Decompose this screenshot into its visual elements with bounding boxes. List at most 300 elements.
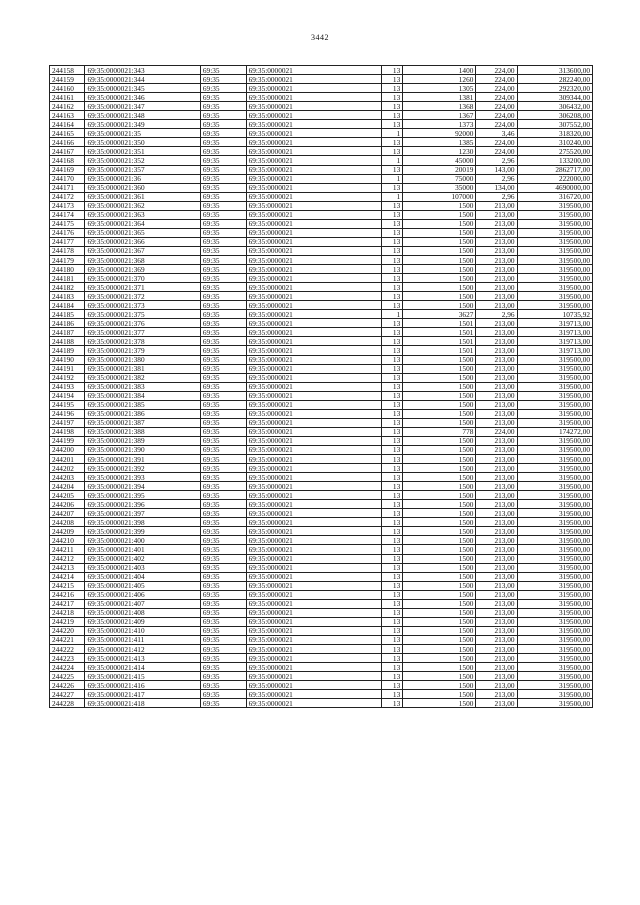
- district-code-cell: 69:35: [200, 391, 246, 400]
- cadastral-number-cell: 69:35:0000021:402: [85, 554, 200, 563]
- district-code-cell: 69:35: [200, 645, 246, 654]
- category-code-cell: 13: [381, 373, 403, 382]
- block-number-cell: 69:35:0000021: [246, 672, 381, 681]
- cadastral-number-cell: 69:35:0000021:415: [85, 672, 200, 681]
- table-row: [50, 219, 593, 228]
- table-row: [50, 590, 593, 599]
- rate-cell: 213,00: [476, 373, 517, 382]
- table-row: [50, 382, 593, 391]
- cadastral-number-cell: 69:35:0000021:371: [85, 283, 200, 292]
- category-code-cell: 13: [381, 427, 403, 436]
- category-code-cell: 13: [381, 482, 403, 491]
- district-code-cell: 69:35: [200, 681, 246, 690]
- district-code-cell: 69:35: [200, 545, 246, 554]
- table-row: [50, 102, 593, 111]
- district-code-cell: 69:35: [200, 120, 246, 129]
- area-cell: 1500: [403, 237, 476, 246]
- table-row: [50, 654, 593, 663]
- block-number-cell: 69:35:0000021: [246, 500, 381, 509]
- row-id-cell: 244213: [50, 563, 85, 572]
- area-cell: 1500: [403, 581, 476, 590]
- total-value-cell: 319500,00: [517, 445, 592, 454]
- rate-cell: 213,00: [476, 355, 517, 364]
- rate-cell: 224,00: [476, 111, 517, 120]
- area-cell: 20019: [403, 165, 476, 174]
- category-code-cell: 13: [381, 581, 403, 590]
- row-id-cell: 244183: [50, 292, 85, 301]
- row-id-cell: 244185: [50, 310, 85, 319]
- district-code-cell: 69:35: [200, 473, 246, 482]
- block-number-cell: 69:35:0000021: [246, 93, 381, 102]
- total-value-cell: 319713,00: [517, 319, 592, 328]
- block-number-cell: 69:35:0000021: [246, 654, 381, 663]
- area-cell: 1500: [403, 355, 476, 364]
- table-row: [50, 201, 593, 210]
- cadastral-number-cell: 69:35:0000021:380: [85, 355, 200, 364]
- row-id-cell: 244166: [50, 138, 85, 147]
- rate-cell: 224,00: [476, 120, 517, 129]
- district-code-cell: 69:35: [200, 563, 246, 572]
- cadastral-number-cell: 69:35:0000021:400: [85, 536, 200, 545]
- block-number-cell: 69:35:0000021: [246, 274, 381, 283]
- block-number-cell: 69:35:0000021: [246, 373, 381, 382]
- row-id-cell: 244161: [50, 93, 85, 102]
- row-id-cell: 244202: [50, 464, 85, 473]
- row-id-cell: 244173: [50, 201, 85, 210]
- area-cell: 1500: [403, 364, 476, 373]
- district-code-cell: 69:35: [200, 328, 246, 337]
- row-id-cell: 244172: [50, 192, 85, 201]
- rate-cell: 213,00: [476, 364, 517, 373]
- block-number-cell: 69:35:0000021: [246, 355, 381, 364]
- rate-cell: 224,00: [476, 138, 517, 147]
- total-value-cell: 319500,00: [517, 382, 592, 391]
- block-number-cell: 69:35:0000021: [246, 690, 381, 699]
- cadastral-number-cell: 69:35:0000021:385: [85, 400, 200, 409]
- district-code-cell: 69:35: [200, 590, 246, 599]
- category-code-cell: 13: [381, 274, 403, 283]
- table-row: [50, 228, 593, 237]
- district-code-cell: 69:35: [200, 608, 246, 617]
- district-code-cell: 69:35: [200, 183, 246, 192]
- total-value-cell: 319500,00: [517, 355, 592, 364]
- total-value-cell: 275520,00: [517, 147, 592, 156]
- table-row: [50, 482, 593, 491]
- table-row: [50, 310, 593, 319]
- total-value-cell: 319500,00: [517, 301, 592, 310]
- district-code-cell: 69:35: [200, 246, 246, 255]
- cadastral-number-cell: 69:35:0000021:352: [85, 156, 200, 165]
- block-number-cell: 69:35:0000021: [246, 120, 381, 129]
- area-cell: 1500: [403, 455, 476, 464]
- row-id-cell: 244227: [50, 690, 85, 699]
- area-cell: 1500: [403, 527, 476, 536]
- rate-cell: 213,00: [476, 645, 517, 654]
- cadastral-number-cell: 69:35:0000021:362: [85, 201, 200, 210]
- rate-cell: 213,00: [476, 400, 517, 409]
- row-id-cell: 244222: [50, 645, 85, 654]
- total-value-cell: 319500,00: [517, 536, 592, 545]
- category-code-cell: 13: [381, 265, 403, 274]
- cadastral-number-cell: 69:35:0000021:351: [85, 147, 200, 156]
- category-code-cell: 13: [381, 66, 403, 75]
- area-cell: 1501: [403, 346, 476, 355]
- category-code-cell: 13: [381, 681, 403, 690]
- cadastral-number-cell: 69:35:0000021:367: [85, 246, 200, 255]
- table-row: [50, 473, 593, 482]
- category-code-cell: 13: [381, 283, 403, 292]
- area-cell: 1501: [403, 328, 476, 337]
- category-code-cell: 13: [381, 563, 403, 572]
- rate-cell: 213,00: [476, 509, 517, 518]
- rate-cell: 213,00: [476, 455, 517, 464]
- cadastral-number-cell: 69:35:0000021:361: [85, 192, 200, 201]
- category-code-cell: 13: [381, 147, 403, 156]
- table-row: [50, 328, 593, 337]
- area-cell: 1500: [403, 626, 476, 635]
- row-id-cell: 244177: [50, 237, 85, 246]
- cadastral-number-cell: 69:35:0000021:388: [85, 427, 200, 436]
- cadastral-number-cell: 69:35:0000021:411: [85, 635, 200, 644]
- block-number-cell: 69:35:0000021: [246, 283, 381, 292]
- district-code-cell: 69:35: [200, 283, 246, 292]
- row-id-cell: 244215: [50, 581, 85, 590]
- table-row: [50, 427, 593, 436]
- area-cell: 1500: [403, 663, 476, 672]
- table-row: [50, 373, 593, 382]
- category-code-cell: 13: [381, 292, 403, 301]
- rate-cell: 213,00: [476, 617, 517, 626]
- district-code-cell: 69:35: [200, 274, 246, 283]
- rate-cell: 224,00: [476, 66, 517, 75]
- area-cell: 1500: [403, 599, 476, 608]
- district-code-cell: 69:35: [200, 527, 246, 536]
- category-code-cell: 13: [381, 645, 403, 654]
- cadastral-number-cell: 69:35:0000021:360: [85, 183, 200, 192]
- block-number-cell: 69:35:0000021: [246, 635, 381, 644]
- area-cell: 1381: [403, 93, 476, 102]
- block-number-cell: 69:35:0000021: [246, 455, 381, 464]
- row-id-cell: 244218: [50, 608, 85, 617]
- block-number-cell: 69:35:0000021: [246, 545, 381, 554]
- category-code-cell: 13: [381, 111, 403, 120]
- table-row: [50, 518, 593, 527]
- cadastral-number-cell: 69:35:0000021:369: [85, 265, 200, 274]
- total-value-cell: 319500,00: [517, 210, 592, 219]
- cadastral-number-cell: 69:35:0000021:389: [85, 436, 200, 445]
- table-row: [50, 66, 593, 75]
- table-row: [50, 319, 593, 328]
- rate-cell: 2,96: [476, 156, 517, 165]
- row-id-cell: 244163: [50, 111, 85, 120]
- area-cell: 75000: [403, 174, 476, 183]
- table-row: [50, 464, 593, 473]
- category-code-cell: 1: [381, 174, 403, 183]
- cadastral-number-cell: 69:35:0000021:387: [85, 418, 200, 427]
- cadastral-number-cell: 69:35:0000021:365: [85, 228, 200, 237]
- table-row: [50, 75, 593, 84]
- cadastral-number-cell: 69:35:0000021:357: [85, 165, 200, 174]
- category-code-cell: 13: [381, 527, 403, 536]
- district-code-cell: 69:35: [200, 111, 246, 120]
- district-code-cell: 69:35: [200, 464, 246, 473]
- block-number-cell: 69:35:0000021: [246, 66, 381, 75]
- category-code-cell: 13: [381, 255, 403, 264]
- total-value-cell: 319500,00: [517, 201, 592, 210]
- rate-cell: 213,00: [476, 536, 517, 545]
- district-code-cell: 69:35: [200, 373, 246, 382]
- table-row: [50, 527, 593, 536]
- row-id-cell: 244164: [50, 120, 85, 129]
- cadastral-number-cell: 69:35:0000021:391: [85, 455, 200, 464]
- area-cell: 1400: [403, 66, 476, 75]
- district-code-cell: 69:35: [200, 663, 246, 672]
- area-cell: 3627: [403, 310, 476, 319]
- block-number-cell: 69:35:0000021: [246, 617, 381, 626]
- district-code-cell: 69:35: [200, 93, 246, 102]
- block-number-cell: 69:35:0000021: [246, 201, 381, 210]
- area-cell: 1500: [403, 445, 476, 454]
- table-row: [50, 681, 593, 690]
- rate-cell: 213,00: [476, 482, 517, 491]
- rate-cell: 213,00: [476, 283, 517, 292]
- block-number-cell: 69:35:0000021: [246, 183, 381, 192]
- total-value-cell: 307552,00: [517, 120, 592, 129]
- row-id-cell: 244182: [50, 283, 85, 292]
- block-number-cell: 69:35:0000021: [246, 165, 381, 174]
- total-value-cell: 319713,00: [517, 328, 592, 337]
- area-cell: 1500: [403, 201, 476, 210]
- cadastral-number-cell: 69:35:0000021:398: [85, 518, 200, 527]
- row-id-cell: 244195: [50, 400, 85, 409]
- district-code-cell: 69:35: [200, 599, 246, 608]
- total-value-cell: 319500,00: [517, 518, 592, 527]
- area-cell: 1500: [403, 690, 476, 699]
- cadastral-number-cell: 69:35:0000021:414: [85, 663, 200, 672]
- total-value-cell: 319500,00: [517, 590, 592, 599]
- block-number-cell: 69:35:0000021: [246, 599, 381, 608]
- block-number-cell: 69:35:0000021: [246, 319, 381, 328]
- cadastral-table: [49, 65, 593, 708]
- cadastral-number-cell: 69:35:0000021:383: [85, 382, 200, 391]
- block-number-cell: 69:35:0000021: [246, 328, 381, 337]
- row-id-cell: 244199: [50, 436, 85, 445]
- rate-cell: 213,00: [476, 319, 517, 328]
- rate-cell: 224,00: [476, 84, 517, 93]
- table-row: [50, 346, 593, 355]
- cadastral-number-cell: 69:35:0000021:397: [85, 509, 200, 518]
- cadastral-number-cell: 69:35:0000021:382: [85, 373, 200, 382]
- rate-cell: 213,00: [476, 545, 517, 554]
- category-code-cell: 13: [381, 319, 403, 328]
- district-code-cell: 69:35: [200, 75, 246, 84]
- total-value-cell: 319500,00: [517, 464, 592, 473]
- area-cell: 1500: [403, 301, 476, 310]
- rate-cell: 143,00: [476, 165, 517, 174]
- block-number-cell: 69:35:0000021: [246, 590, 381, 599]
- block-number-cell: 69:35:0000021: [246, 563, 381, 572]
- district-code-cell: 69:35: [200, 518, 246, 527]
- rate-cell: 213,00: [476, 418, 517, 427]
- rate-cell: 213,00: [476, 255, 517, 264]
- district-code-cell: 69:35: [200, 66, 246, 75]
- block-number-cell: 69:35:0000021: [246, 681, 381, 690]
- block-number-cell: 69:35:0000021: [246, 382, 381, 391]
- category-code-cell: 13: [381, 545, 403, 554]
- rate-cell: 213,00: [476, 464, 517, 473]
- total-value-cell: 319500,00: [517, 228, 592, 237]
- category-code-cell: 13: [381, 246, 403, 255]
- table-row: [50, 572, 593, 581]
- rate-cell: 213,00: [476, 391, 517, 400]
- district-code-cell: 69:35: [200, 626, 246, 635]
- category-code-cell: 13: [381, 337, 403, 346]
- area-cell: 1500: [403, 681, 476, 690]
- total-value-cell: 319500,00: [517, 608, 592, 617]
- total-value-cell: 319500,00: [517, 663, 592, 672]
- rate-cell: 213,00: [476, 572, 517, 581]
- area-cell: 1500: [403, 500, 476, 509]
- total-value-cell: 319500,00: [517, 626, 592, 635]
- district-code-cell: 69:35: [200, 174, 246, 183]
- district-code-cell: 69:35: [200, 201, 246, 210]
- district-code-cell: 69:35: [200, 301, 246, 310]
- district-code-cell: 69:35: [200, 536, 246, 545]
- row-id-cell: 244158: [50, 66, 85, 75]
- category-code-cell: 13: [381, 491, 403, 500]
- block-number-cell: 69:35:0000021: [246, 436, 381, 445]
- total-value-cell: 319500,00: [517, 500, 592, 509]
- row-id-cell: 244194: [50, 391, 85, 400]
- total-value-cell: 319500,00: [517, 473, 592, 482]
- district-code-cell: 69:35: [200, 427, 246, 436]
- total-value-cell: 319500,00: [517, 292, 592, 301]
- total-value-cell: 174272,00: [517, 427, 592, 436]
- row-id-cell: 244175: [50, 219, 85, 228]
- row-id-cell: 244179: [50, 255, 85, 264]
- block-number-cell: 69:35:0000021: [246, 147, 381, 156]
- table-row: [50, 237, 593, 246]
- block-number-cell: 69:35:0000021: [246, 364, 381, 373]
- category-code-cell: 13: [381, 210, 403, 219]
- rate-cell: 224,00: [476, 93, 517, 102]
- district-code-cell: 69:35: [200, 346, 246, 355]
- total-value-cell: 10735,92: [517, 310, 592, 319]
- cadastral-number-cell: 69:35:0000021:393: [85, 473, 200, 482]
- category-code-cell: 13: [381, 554, 403, 563]
- table-row: [50, 581, 593, 590]
- table-row: [50, 617, 593, 626]
- table-row: [50, 129, 593, 138]
- total-value-cell: 319500,00: [517, 265, 592, 274]
- block-number-cell: 69:35:0000021: [246, 129, 381, 138]
- rate-cell: 213,00: [476, 491, 517, 500]
- row-id-cell: 244186: [50, 319, 85, 328]
- cadastral-number-cell: 69:35:0000021:349: [85, 120, 200, 129]
- row-id-cell: 244178: [50, 246, 85, 255]
- row-id-cell: 244203: [50, 473, 85, 482]
- cadastral-number-cell: 69:35:0000021:372: [85, 292, 200, 301]
- table-row: [50, 418, 593, 427]
- total-value-cell: 310240,00: [517, 138, 592, 147]
- cadastral-number-cell: 69:35:0000021:384: [85, 391, 200, 400]
- category-code-cell: 13: [381, 120, 403, 129]
- cadastral-number-cell: 69:35:0000021:379: [85, 346, 200, 355]
- area-cell: 1305: [403, 84, 476, 93]
- cadastral-number-cell: 69:35:0000021:378: [85, 337, 200, 346]
- total-value-cell: 313600,00: [517, 66, 592, 75]
- area-cell: 1500: [403, 672, 476, 681]
- table-row: [50, 292, 593, 301]
- category-code-cell: 13: [381, 672, 403, 681]
- row-id-cell: 244214: [50, 572, 85, 581]
- table-row: [50, 84, 593, 93]
- area-cell: 1500: [403, 219, 476, 228]
- district-code-cell: 69:35: [200, 237, 246, 246]
- row-id-cell: 244198: [50, 427, 85, 436]
- rate-cell: 213,00: [476, 654, 517, 663]
- table-row: [50, 608, 593, 617]
- district-code-cell: 69:35: [200, 572, 246, 581]
- district-code-cell: 69:35: [200, 482, 246, 491]
- area-cell: 1500: [403, 518, 476, 527]
- category-code-cell: 13: [381, 445, 403, 454]
- row-id-cell: 244171: [50, 183, 85, 192]
- row-id-cell: 244160: [50, 84, 85, 93]
- block-number-cell: 69:35:0000021: [246, 491, 381, 500]
- total-value-cell: 133200,00: [517, 156, 592, 165]
- row-id-cell: 244180: [50, 265, 85, 274]
- area-cell: 1500: [403, 255, 476, 264]
- category-code-cell: 13: [381, 455, 403, 464]
- cadastral-number-cell: 69:35:0000021:368: [85, 255, 200, 264]
- total-value-cell: 319500,00: [517, 527, 592, 536]
- cadastral-number-cell: 69:35:0000021:407: [85, 599, 200, 608]
- district-code-cell: 69:35: [200, 102, 246, 111]
- block-number-cell: 69:35:0000021: [246, 645, 381, 654]
- district-code-cell: 69:35: [200, 654, 246, 663]
- rate-cell: 213,00: [476, 563, 517, 572]
- area-cell: 1500: [403, 617, 476, 626]
- area-cell: 1500: [403, 482, 476, 491]
- table-row: [50, 455, 593, 464]
- row-id-cell: 244170: [50, 174, 85, 183]
- category-code-cell: 1: [381, 129, 403, 138]
- category-code-cell: 13: [381, 346, 403, 355]
- row-id-cell: 244197: [50, 418, 85, 427]
- row-id-cell: 244191: [50, 364, 85, 373]
- table-row: [50, 635, 593, 644]
- area-cell: 1500: [403, 409, 476, 418]
- rate-cell: 213,00: [476, 599, 517, 608]
- rate-cell: 213,00: [476, 554, 517, 563]
- rate-cell: 213,00: [476, 681, 517, 690]
- cadastral-number-cell: 69:35:0000021:409: [85, 617, 200, 626]
- category-code-cell: 13: [381, 654, 403, 663]
- row-id-cell: 244162: [50, 102, 85, 111]
- district-code-cell: 69:35: [200, 400, 246, 409]
- category-code-cell: 13: [381, 301, 403, 310]
- area-cell: 1501: [403, 319, 476, 328]
- rate-cell: 213,00: [476, 246, 517, 255]
- table-row: [50, 283, 593, 292]
- total-value-cell: 306208,00: [517, 111, 592, 120]
- total-value-cell: 319500,00: [517, 699, 592, 708]
- total-value-cell: 319500,00: [517, 654, 592, 663]
- row-id-cell: 244167: [50, 147, 85, 156]
- table-row: [50, 663, 593, 672]
- row-id-cell: 244192: [50, 373, 85, 382]
